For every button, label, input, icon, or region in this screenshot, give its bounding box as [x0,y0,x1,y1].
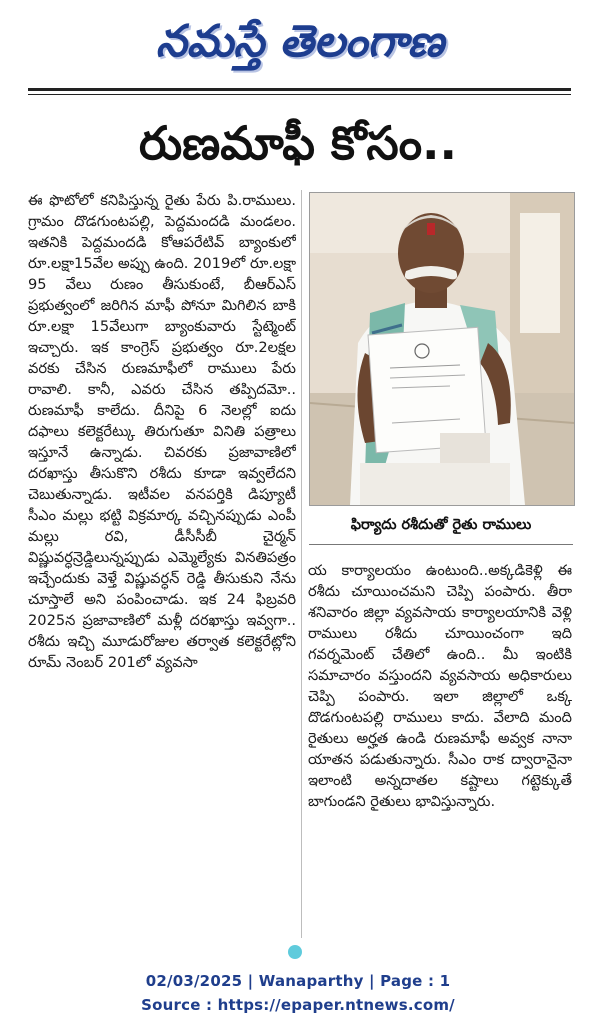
masthead-divider-bottom [28,94,571,95]
farmer-photo-illustration [310,193,574,505]
newspaper-masthead: నమస్తే తెలంగాణ [155,16,445,67]
caption-rule [309,544,573,545]
scroll-marker-icon [288,945,302,959]
photo-caption: ఫిర్యాదు రశీదుతో రైతు రాములు [350,517,532,533]
article-column-right [308,560,572,940]
footer-date-edition: 02/03/2025 | Wanaparthy | Page : 1 [145,972,451,990]
footer-source: Source : https://epaper.ntnews.com/ [141,996,455,1014]
article-paragraph: ఈ ఫొటోలో కనిపిస్తున్న రైతు పేరు పి.రాములు. గ్రామం దొడగుంటపల్లి, పెద్దమందడి మండలం. ఇతనికి పెద్దమందడి కోఆపరేటివ్ బ్యాంకులో రూ.లక్షా15వేల అప్పు ఉంది. 2019లో రూ.లక్షా 95 వేలు రుణం తీసుకుంటే, బీఆర్ఎస్ ప్రభుత్వంలో జరిగిన మాఫీ పోనూ మిగిలిన బాకి రూ.లక్షా 15వేలుగా బ్యాంకువారు స్టేట్మెంట్ ఇచ్చారు. ఇక కాంగ్రెస్ ప్రభుత్వం రూ.2లక్షల వరకు చేసిన రుణమాఫీలో రాములు పేరు రావాలి. కానీ, ఎవరు చేసిన తప్పిదమో.. రుణమాఫీ కాలేదు. దీనిపై 6 నెలల్లో ఐదు దఫాలు కలెక్టరేట్కు తిరుగుతూ వినితి పత్రాలు ఇస్తూనే ఉన్నాడు. చివరకు ప్రజావాణిలో దరఖాస్తు తీసుకొని రశీదు కూడా ఇవ్వలేదని చెబుతున్నాడు. ఇటీవల వనపర్తికి డిప్యూటీ సీఎం మల్లు భట్టి విక్రమార్క వచ్చినప్పుడు ఎంపీ మల్లు రవి, డీసీసీబీ చైర్మన్ విష్ణువర్ధన్రెడ్డిలున్నప్పుడు ఎమ్మెల్యేకు వినతిపత్రం ఇచ్చేందుకు వెళ్తే విష్ణువర్ధన్ రెడ్డి తీసుకుని నేను చూస్తాలే అని పంపించాడు. ఇక 24 ఫిబ్రవరి 2025న ప్రజావాణిలో మళ్లీ దరఖాస్తు ఇవ్వగా.. రశీదు ఇచ్చి మూడురోజుల తర్వాత కలెక్టరేట్లోని రూమ్ నెంబర్ 201లో వ్యవసా [28,192,296,671]
masthead-divider-top [28,88,571,91]
article-paragraph: య కార్యాలయం ఉంటుంది..అక్కడికెళ్లి ఈ రశీదు చూయించమని చెప్పి పంపారు. తీరా శనివారం జిల్లా వ్యవసాయ కార్యాలయానికి వెళ్లి రాములు రశీదు చూయించంగా ఇది గవర్నమెంట్ చేతిలో ఉంది.. మీ ఇంటికి సమాచారం వస్తుందని వ్యవసాయ అధికారులు చెప్పి పంపారు. ఇలా జిల్లాలో ఒక్క దొడగుంటపల్లి రాములు కాదు. వేలాది మంది రైతులు అర్హత ఉండి రుణమాఫీ అవ్వక నానా యాతన పడుతున్నారు. సీఎం రాక ద్వారానైనా ఇలాంటి అన్నదాతల కష్టాలు గట్టెక్కుతే బాగుండని రైతులు భావిస్తున్నారు. [308,562,572,810]
farmer-photo [309,192,575,506]
article-column-left [28,190,296,940]
column-divider [301,190,302,938]
article-headline: రుణమాఫీ కోసం.. [139,116,457,170]
